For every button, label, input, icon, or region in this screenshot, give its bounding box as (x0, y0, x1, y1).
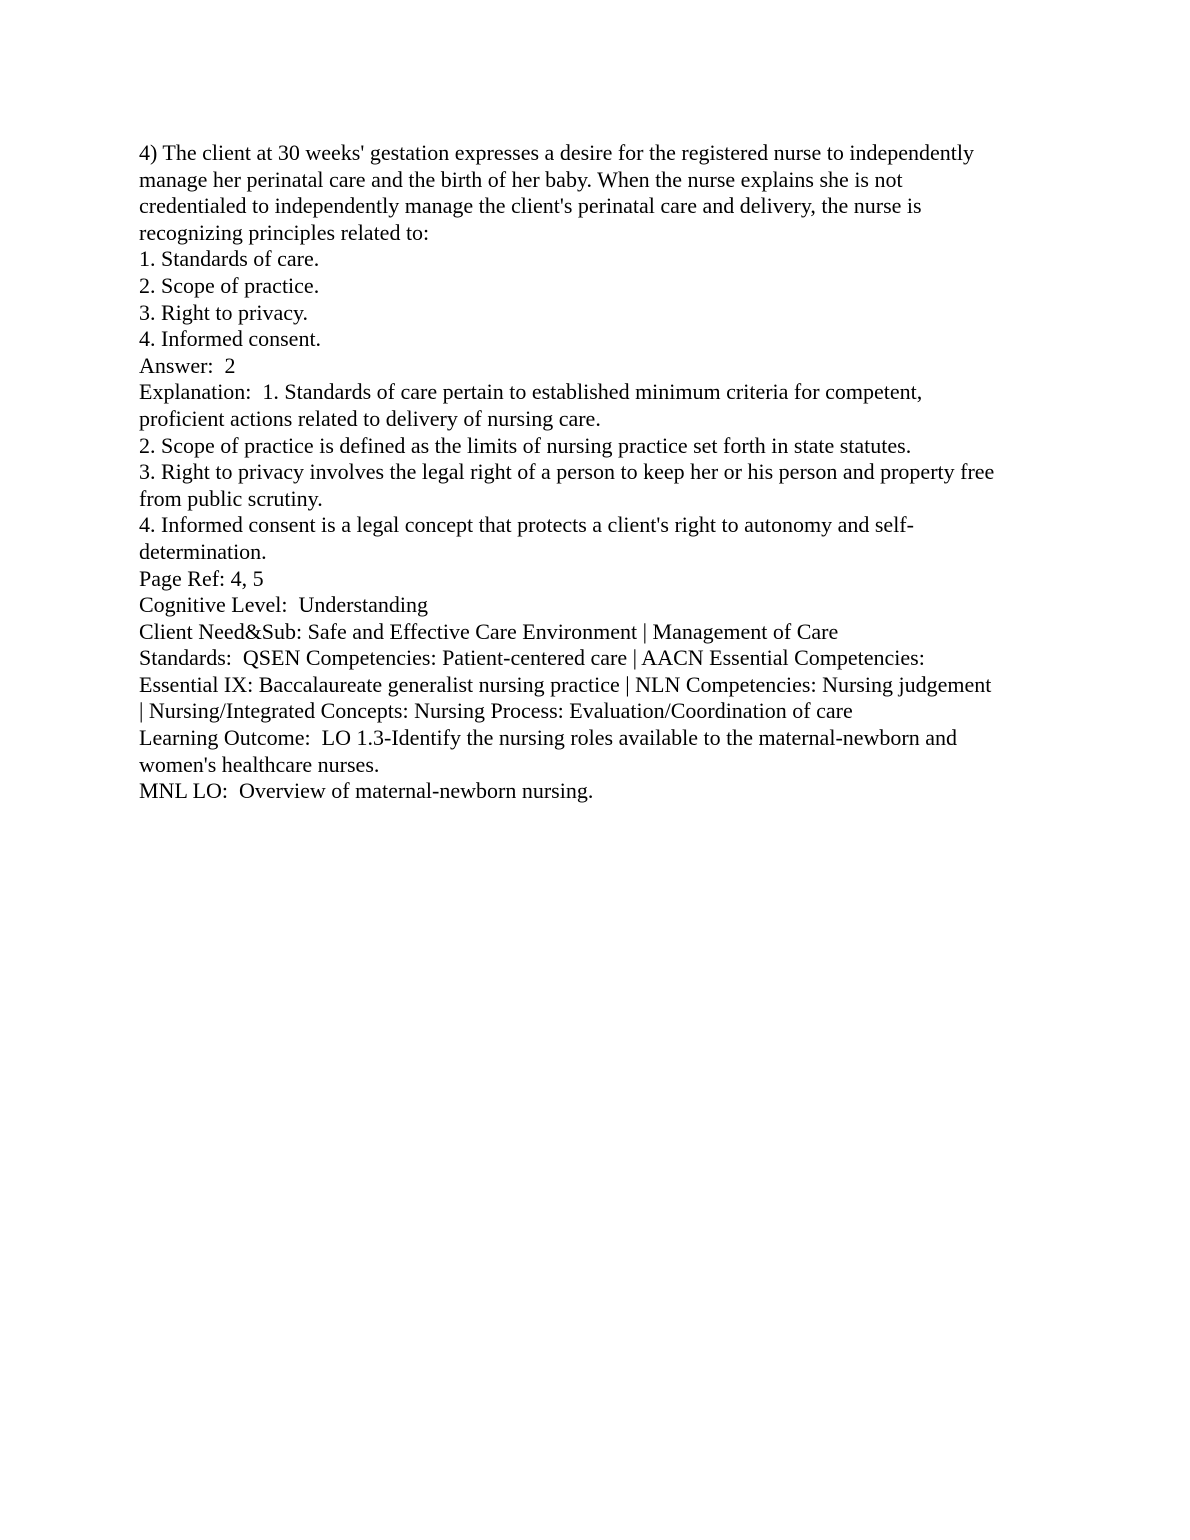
metadata-line: women's healthcare nurses. (139, 751, 380, 777)
explanation-line: proficient actions related to delivery of nursing care. (139, 405, 601, 431)
answer-option: 4. Informed consent. (139, 326, 322, 352)
explanation-line: from public scrutiny. (139, 485, 323, 511)
question-stem-line: recognizing principles related to: (139, 219, 430, 245)
answer-option: 2. Scope of practice. (139, 272, 320, 298)
explanation (139, 379, 1150, 565)
metadata-line: Client Need&Sub: Safe and Effective Care Environment | Management of Care (139, 618, 839, 644)
metadata-line: Cognitive Level: Understanding (139, 592, 428, 618)
metadata-line: Learning Outcome: LO 1.3-Identify the nursing roles available to the maternal-newborn and (139, 725, 958, 751)
question-stem-line: 4) The client at 30 weeks' gestation expresses a desire for the registered nurse to independently (139, 140, 975, 165)
document-text (139, 140, 1150, 805)
metadata-line: Page Ref: 4, 5 (139, 565, 264, 591)
question-stem-line: manage her perinatal care and the birth of her baby. When the nurse explains she is not (139, 166, 903, 192)
answer-option: 1. Standards of care. (139, 246, 320, 272)
question-stem (139, 140, 1150, 246)
explanation-line: 3. Right to privacy involves the legal right of a person to keep her or his person and property free (139, 459, 995, 485)
metadata (139, 566, 1150, 805)
answer-option: 3. Right to privacy. (139, 299, 309, 325)
answer-options (139, 246, 1150, 352)
metadata-line: MNL LO: Overview of maternal-newborn nursing. (139, 778, 594, 804)
question-stem-line: credentialed to independently manage the client's perinatal care and delivery, the nurse is (139, 193, 922, 219)
metadata-line: Standards: QSEN Competencies: Patient-centered care | AACN Essential Competencies: (139, 645, 925, 671)
metadata-line: | Nursing/Integrated Concepts: Nursing Process: Evaluation/Coordination of care (139, 698, 853, 724)
explanation-line: 4. Informed consent is a legal concept that protects a client's right to autonomy and self- (139, 512, 914, 538)
answer-line: Answer: 2 (139, 352, 236, 378)
explanation-line: 2. Scope of practice is defined as the limits of nursing practice set forth in state statutes. (139, 432, 912, 458)
explanation-line: determination. (139, 538, 267, 564)
metadata-line: Essential IX: Baccalaureate generalist nursing practice | NLN Competencies: Nursing judgement (139, 671, 992, 697)
explanation-line: Explanation: 1. Standards of care pertain to established minimum criteria for competent, (139, 379, 923, 405)
